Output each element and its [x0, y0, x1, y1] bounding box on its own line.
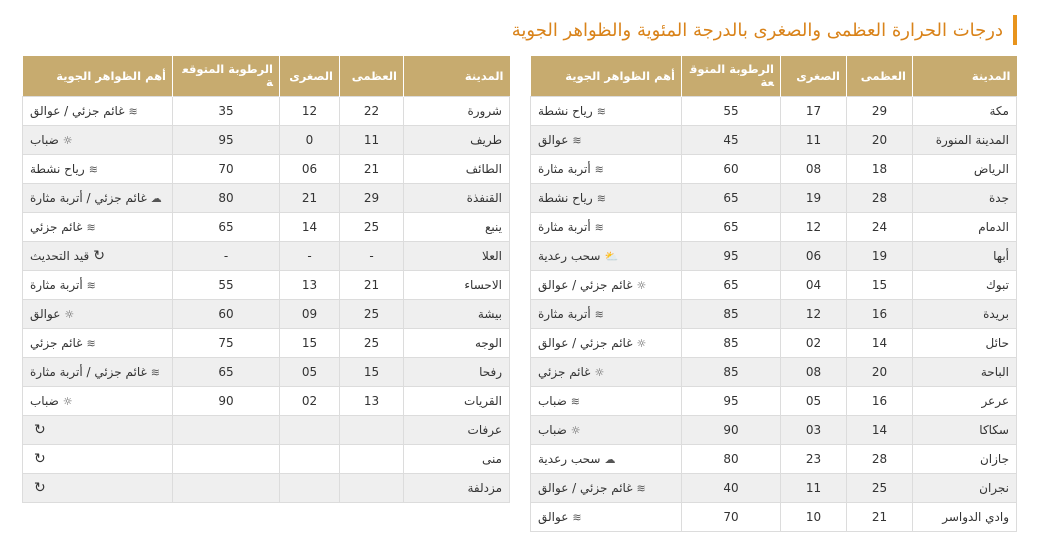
table-row	[531, 213, 1017, 242]
cell-humidity	[173, 445, 280, 474]
refresh-icon: ↻	[34, 480, 46, 496]
cell-city: منى	[404, 445, 510, 474]
cell-city: بريدة	[913, 300, 1017, 329]
cell-humidity: 90	[682, 416, 781, 445]
cell-max: 11	[340, 126, 404, 155]
cell-min: 02	[781, 329, 847, 358]
thunder-cloud-icon: ☁	[604, 453, 616, 466]
cell-min: 06	[781, 242, 847, 271]
cell-phenomena	[531, 242, 682, 271]
table-row	[531, 416, 1017, 445]
cell-min: 06	[280, 155, 340, 184]
cell-min: 15	[280, 329, 340, 358]
cell-city: الباحة	[913, 358, 1017, 387]
cell-humidity: 85	[682, 300, 781, 329]
table-row	[531, 474, 1017, 503]
cell-phenomena	[23, 387, 173, 416]
phenomena-text: ضباب	[30, 394, 59, 408]
wind-icon: ≋	[86, 221, 96, 234]
cell-city: مزدلفة	[404, 474, 510, 503]
cell-max: 22	[340, 97, 404, 126]
table-row	[23, 358, 510, 387]
cell-humidity: 65	[682, 271, 781, 300]
cell-city: المدينة المنورة	[913, 126, 1017, 155]
cell-city: مكة	[913, 97, 1017, 126]
cell-phenomena	[531, 213, 682, 242]
phenomena-text: عوالق	[538, 133, 569, 147]
cell-min	[280, 445, 340, 474]
cell-city: أبها	[913, 242, 1017, 271]
header-phenomena: أهم الظواهر الجوية	[531, 56, 682, 97]
phenomena-text: سحب رعدية	[538, 452, 601, 466]
cell-phenomena	[531, 358, 682, 387]
wind-icon: ≋	[150, 366, 161, 379]
refresh-icon: ↻	[34, 451, 46, 467]
header-humidity: الرطوبة المتوقعة	[173, 56, 280, 97]
cell-min: 11	[781, 126, 847, 155]
header-phenomena: أهم الظواهر الجوية	[23, 56, 173, 97]
cell-min: 12	[781, 213, 847, 242]
cell-humidity: 60	[173, 300, 280, 329]
cell-min: 02	[280, 387, 340, 416]
cell-phenomena	[23, 329, 173, 358]
phenomena-text: سحب رعدية	[538, 249, 601, 263]
cell-min: 03	[781, 416, 847, 445]
header-min: الصغرى	[280, 56, 340, 97]
phenomena-text: أتربة مثارة	[538, 307, 591, 321]
phenomena-text: قيد التحديث	[30, 249, 90, 263]
phenomena-text: عوالق	[538, 510, 569, 524]
cell-phenomena	[531, 416, 682, 445]
fog-icon: ≋	[570, 395, 580, 408]
cell-humidity: 70	[682, 503, 781, 532]
refresh-icon: ↻	[34, 422, 46, 438]
wind-icon: ≋	[572, 134, 582, 147]
phenomena-text: عوالق	[30, 307, 61, 321]
cell-max: 20	[847, 126, 913, 155]
cell-phenomena	[531, 126, 682, 155]
wind-icon: ≋	[594, 163, 604, 176]
sun-icon: ☼	[570, 424, 581, 437]
cell-min: 0	[280, 126, 340, 155]
table-row	[23, 329, 510, 358]
cell-max: 25	[340, 300, 404, 329]
wind-icon: ≋	[128, 105, 138, 118]
cell-city: سكاكا	[913, 416, 1017, 445]
cell-phenomena	[23, 242, 173, 271]
cell-phenomena	[23, 358, 173, 387]
wind-icon: ≋	[572, 511, 582, 524]
cell-humidity: 70	[173, 155, 280, 184]
table-row	[23, 126, 510, 155]
cell-min: 19	[781, 184, 847, 213]
cell-humidity: 40	[682, 474, 781, 503]
cell-phenomena	[23, 416, 173, 445]
cell-max: 16	[847, 300, 913, 329]
phenomena-text: غائم جزئي	[30, 220, 83, 234]
wind-icon: ≋	[636, 482, 646, 495]
table-row	[531, 445, 1017, 474]
table-row	[531, 329, 1017, 358]
cell-city: شرورة	[404, 97, 510, 126]
wind-icon: ≋	[594, 221, 604, 234]
cell-city: الطائف	[404, 155, 510, 184]
wind-icon: ≋	[86, 279, 96, 292]
cell-phenomena	[23, 126, 173, 155]
cell-max: 18	[847, 155, 913, 184]
cell-humidity: 90	[173, 387, 280, 416]
cell-min: 05	[781, 387, 847, 416]
table-row	[23, 387, 510, 416]
cell-max: 29	[847, 97, 913, 126]
cell-phenomena	[531, 184, 682, 213]
refresh-icon: ↻	[93, 248, 105, 264]
phenomena-text: رياح نشطة	[538, 104, 593, 118]
sun-icon: ☼	[594, 366, 605, 379]
cell-city: القريات	[404, 387, 510, 416]
table-row	[531, 271, 1017, 300]
cell-phenomena	[531, 271, 682, 300]
phenomena-text: رياح نشطة	[538, 191, 593, 205]
header-max: العظمى	[847, 56, 913, 97]
cell-city: جدة	[913, 184, 1017, 213]
cell-min: 05	[280, 358, 340, 387]
cell-city: الوجه	[404, 329, 510, 358]
cell-humidity: 35	[173, 97, 280, 126]
table-row	[531, 503, 1017, 532]
cell-phenomena	[531, 329, 682, 358]
phenomena-text: غائم جزئي / عوالق	[538, 278, 633, 292]
cell-max	[340, 474, 404, 503]
cell-min	[280, 416, 340, 445]
cell-min: 08	[781, 358, 847, 387]
sun-icon: ☼	[636, 337, 647, 350]
cell-humidity: 80	[173, 184, 280, 213]
cell-phenomena	[23, 213, 173, 242]
cell-phenomena	[23, 184, 173, 213]
cell-phenomena	[531, 503, 682, 532]
cell-min: -	[280, 242, 340, 271]
table-row	[23, 155, 510, 184]
cell-max: 25	[340, 329, 404, 358]
table-row	[23, 184, 510, 213]
cell-max: 28	[847, 445, 913, 474]
table-header-row	[531, 56, 1017, 97]
phenomena-text: ضباب	[30, 133, 59, 147]
wind-icon: ≋	[86, 337, 96, 350]
cell-humidity: 65	[173, 213, 280, 242]
phenomena-text: غائم جزئي / أتربة مثارة	[30, 191, 147, 205]
cell-min: 09	[280, 300, 340, 329]
sun-icon: ☼	[636, 279, 647, 292]
phenomena-text: غائم جزئي	[538, 365, 591, 379]
cell-humidity: 65	[682, 213, 781, 242]
cell-city: حائل	[913, 329, 1017, 358]
phenomena-text: ضباب	[538, 394, 567, 408]
sun-icon: ☼	[64, 308, 75, 321]
wind-icon: ≋	[596, 192, 606, 205]
cell-min: 13	[280, 271, 340, 300]
cell-max: -	[340, 242, 404, 271]
cell-min: 11	[781, 474, 847, 503]
cell-min: 04	[781, 271, 847, 300]
cell-city: نجران	[913, 474, 1017, 503]
cell-min	[280, 474, 340, 503]
wind-icon: ≋	[596, 105, 606, 118]
phenomena-text: غائم جزئي / عوالق	[538, 481, 633, 495]
cell-city: بيشة	[404, 300, 510, 329]
cell-city: الدمام	[913, 213, 1017, 242]
weather-table-main	[530, 56, 1017, 532]
cell-humidity: 95	[682, 387, 781, 416]
cell-city: طريف	[404, 126, 510, 155]
cell-humidity: 95	[173, 126, 280, 155]
cell-max: 13	[340, 387, 404, 416]
phenomena-text: ضباب	[538, 423, 567, 437]
cell-max: 16	[847, 387, 913, 416]
cell-phenomena	[531, 155, 682, 184]
cell-min: 08	[781, 155, 847, 184]
cell-city: ينبع	[404, 213, 510, 242]
header-city: المدينة	[913, 56, 1017, 97]
cell-city: الاحساء	[404, 271, 510, 300]
phenomena-text: أتربة مثارة	[30, 278, 83, 292]
cell-min: 21	[280, 184, 340, 213]
table-row	[23, 474, 510, 503]
cell-city: جازان	[913, 445, 1017, 474]
table-row	[23, 97, 510, 126]
cell-phenomena	[531, 387, 682, 416]
cell-city: العلا	[404, 242, 510, 271]
cell-humidity: 85	[682, 329, 781, 358]
cell-phenomena	[531, 445, 682, 474]
cell-max: 14	[847, 329, 913, 358]
cell-humidity	[173, 474, 280, 503]
table-row	[531, 126, 1017, 155]
cell-humidity: 65	[173, 358, 280, 387]
cell-city: تبوك	[913, 271, 1017, 300]
cell-min: 23	[781, 445, 847, 474]
phenomena-text: أتربة مثارة	[538, 220, 591, 234]
cell-phenomena	[23, 155, 173, 184]
cell-humidity	[173, 416, 280, 445]
cell-city: وادي الدواسر	[913, 503, 1017, 532]
phenomena-text: غائم جزئي / أتربة مثارة	[30, 365, 147, 379]
table-row	[531, 358, 1017, 387]
wind-icon: ≋	[594, 308, 604, 321]
header-humidity: الرطوبة المتوقعة	[682, 56, 781, 97]
cell-humidity: 95	[682, 242, 781, 271]
cell-max: 21	[340, 271, 404, 300]
phenomena-text: غائم جزئي / عوالق	[538, 336, 633, 350]
cell-max: 19	[847, 242, 913, 271]
header-min: الصغرى	[781, 56, 847, 97]
cell-city: عرفات	[404, 416, 510, 445]
title-accent-bar	[1013, 15, 1017, 45]
wind-icon: ≋	[88, 163, 98, 176]
cell-phenomena	[23, 474, 173, 503]
cell-max: 25	[847, 474, 913, 503]
cell-max: 29	[340, 184, 404, 213]
cell-city: الرياض	[913, 155, 1017, 184]
cell-phenomena	[23, 445, 173, 474]
cell-min: 17	[781, 97, 847, 126]
cell-city: عرعر	[913, 387, 1017, 416]
cell-min: 14	[280, 213, 340, 242]
cell-max: 15	[847, 271, 913, 300]
cell-max: 21	[340, 155, 404, 184]
table-row	[531, 184, 1017, 213]
cloud-sun-icon: ⛅	[604, 250, 619, 263]
cell-max: 21	[847, 503, 913, 532]
cell-humidity: 55	[173, 271, 280, 300]
table-row	[23, 445, 510, 474]
phenomena-text: أتربة مثارة	[538, 162, 591, 176]
cell-max: 28	[847, 184, 913, 213]
cell-humidity: 80	[682, 445, 781, 474]
cell-phenomena	[23, 97, 173, 126]
cell-max: 14	[847, 416, 913, 445]
cell-max	[340, 416, 404, 445]
cell-max	[340, 445, 404, 474]
weather-table-secondary	[22, 56, 510, 503]
cell-city: رفحا	[404, 358, 510, 387]
cell-max: 24	[847, 213, 913, 242]
table-row	[23, 416, 510, 445]
cell-humidity: -	[173, 242, 280, 271]
cell-min: 12	[280, 97, 340, 126]
cell-city: القنفذة	[404, 184, 510, 213]
cell-phenomena	[531, 97, 682, 126]
table-row	[531, 387, 1017, 416]
table-row	[531, 242, 1017, 271]
sun-icon: ☼	[62, 134, 73, 147]
table-row	[23, 213, 510, 242]
cell-humidity: 75	[173, 329, 280, 358]
cell-max: 20	[847, 358, 913, 387]
table-row	[531, 300, 1017, 329]
page-title: درجات الحرارة العظمى والصغرى بالدرجة المئوية والظواهر الجوية	[511, 19, 1003, 41]
page-header	[512, 15, 1017, 45]
table-row	[23, 271, 510, 300]
cell-humidity: 85	[682, 358, 781, 387]
table-row	[23, 300, 510, 329]
phenomena-text: غائم جزئي / عوالق	[30, 104, 125, 118]
table-header-row	[23, 56, 510, 97]
sun-icon: ☼	[62, 395, 73, 408]
header-city: المدينة	[404, 56, 510, 97]
table-row	[23, 242, 510, 271]
cell-max: 25	[340, 213, 404, 242]
table-row	[531, 155, 1017, 184]
header-max: العظمى	[340, 56, 404, 97]
cloud-wind-icon: ☁	[150, 192, 162, 205]
phenomena-text: غائم جزئي	[30, 336, 83, 350]
cell-phenomena	[23, 300, 173, 329]
cell-humidity: 65	[682, 184, 781, 213]
table-row	[531, 97, 1017, 126]
cell-min: 12	[781, 300, 847, 329]
cell-humidity: 55	[682, 97, 781, 126]
cell-min: 10	[781, 503, 847, 532]
cell-phenomena	[531, 474, 682, 503]
phenomena-text: رياح نشطة	[30, 162, 85, 176]
cell-max: 15	[340, 358, 404, 387]
cell-phenomena	[23, 271, 173, 300]
cell-humidity: 45	[682, 126, 781, 155]
cell-humidity: 60	[682, 155, 781, 184]
cell-phenomena	[531, 300, 682, 329]
